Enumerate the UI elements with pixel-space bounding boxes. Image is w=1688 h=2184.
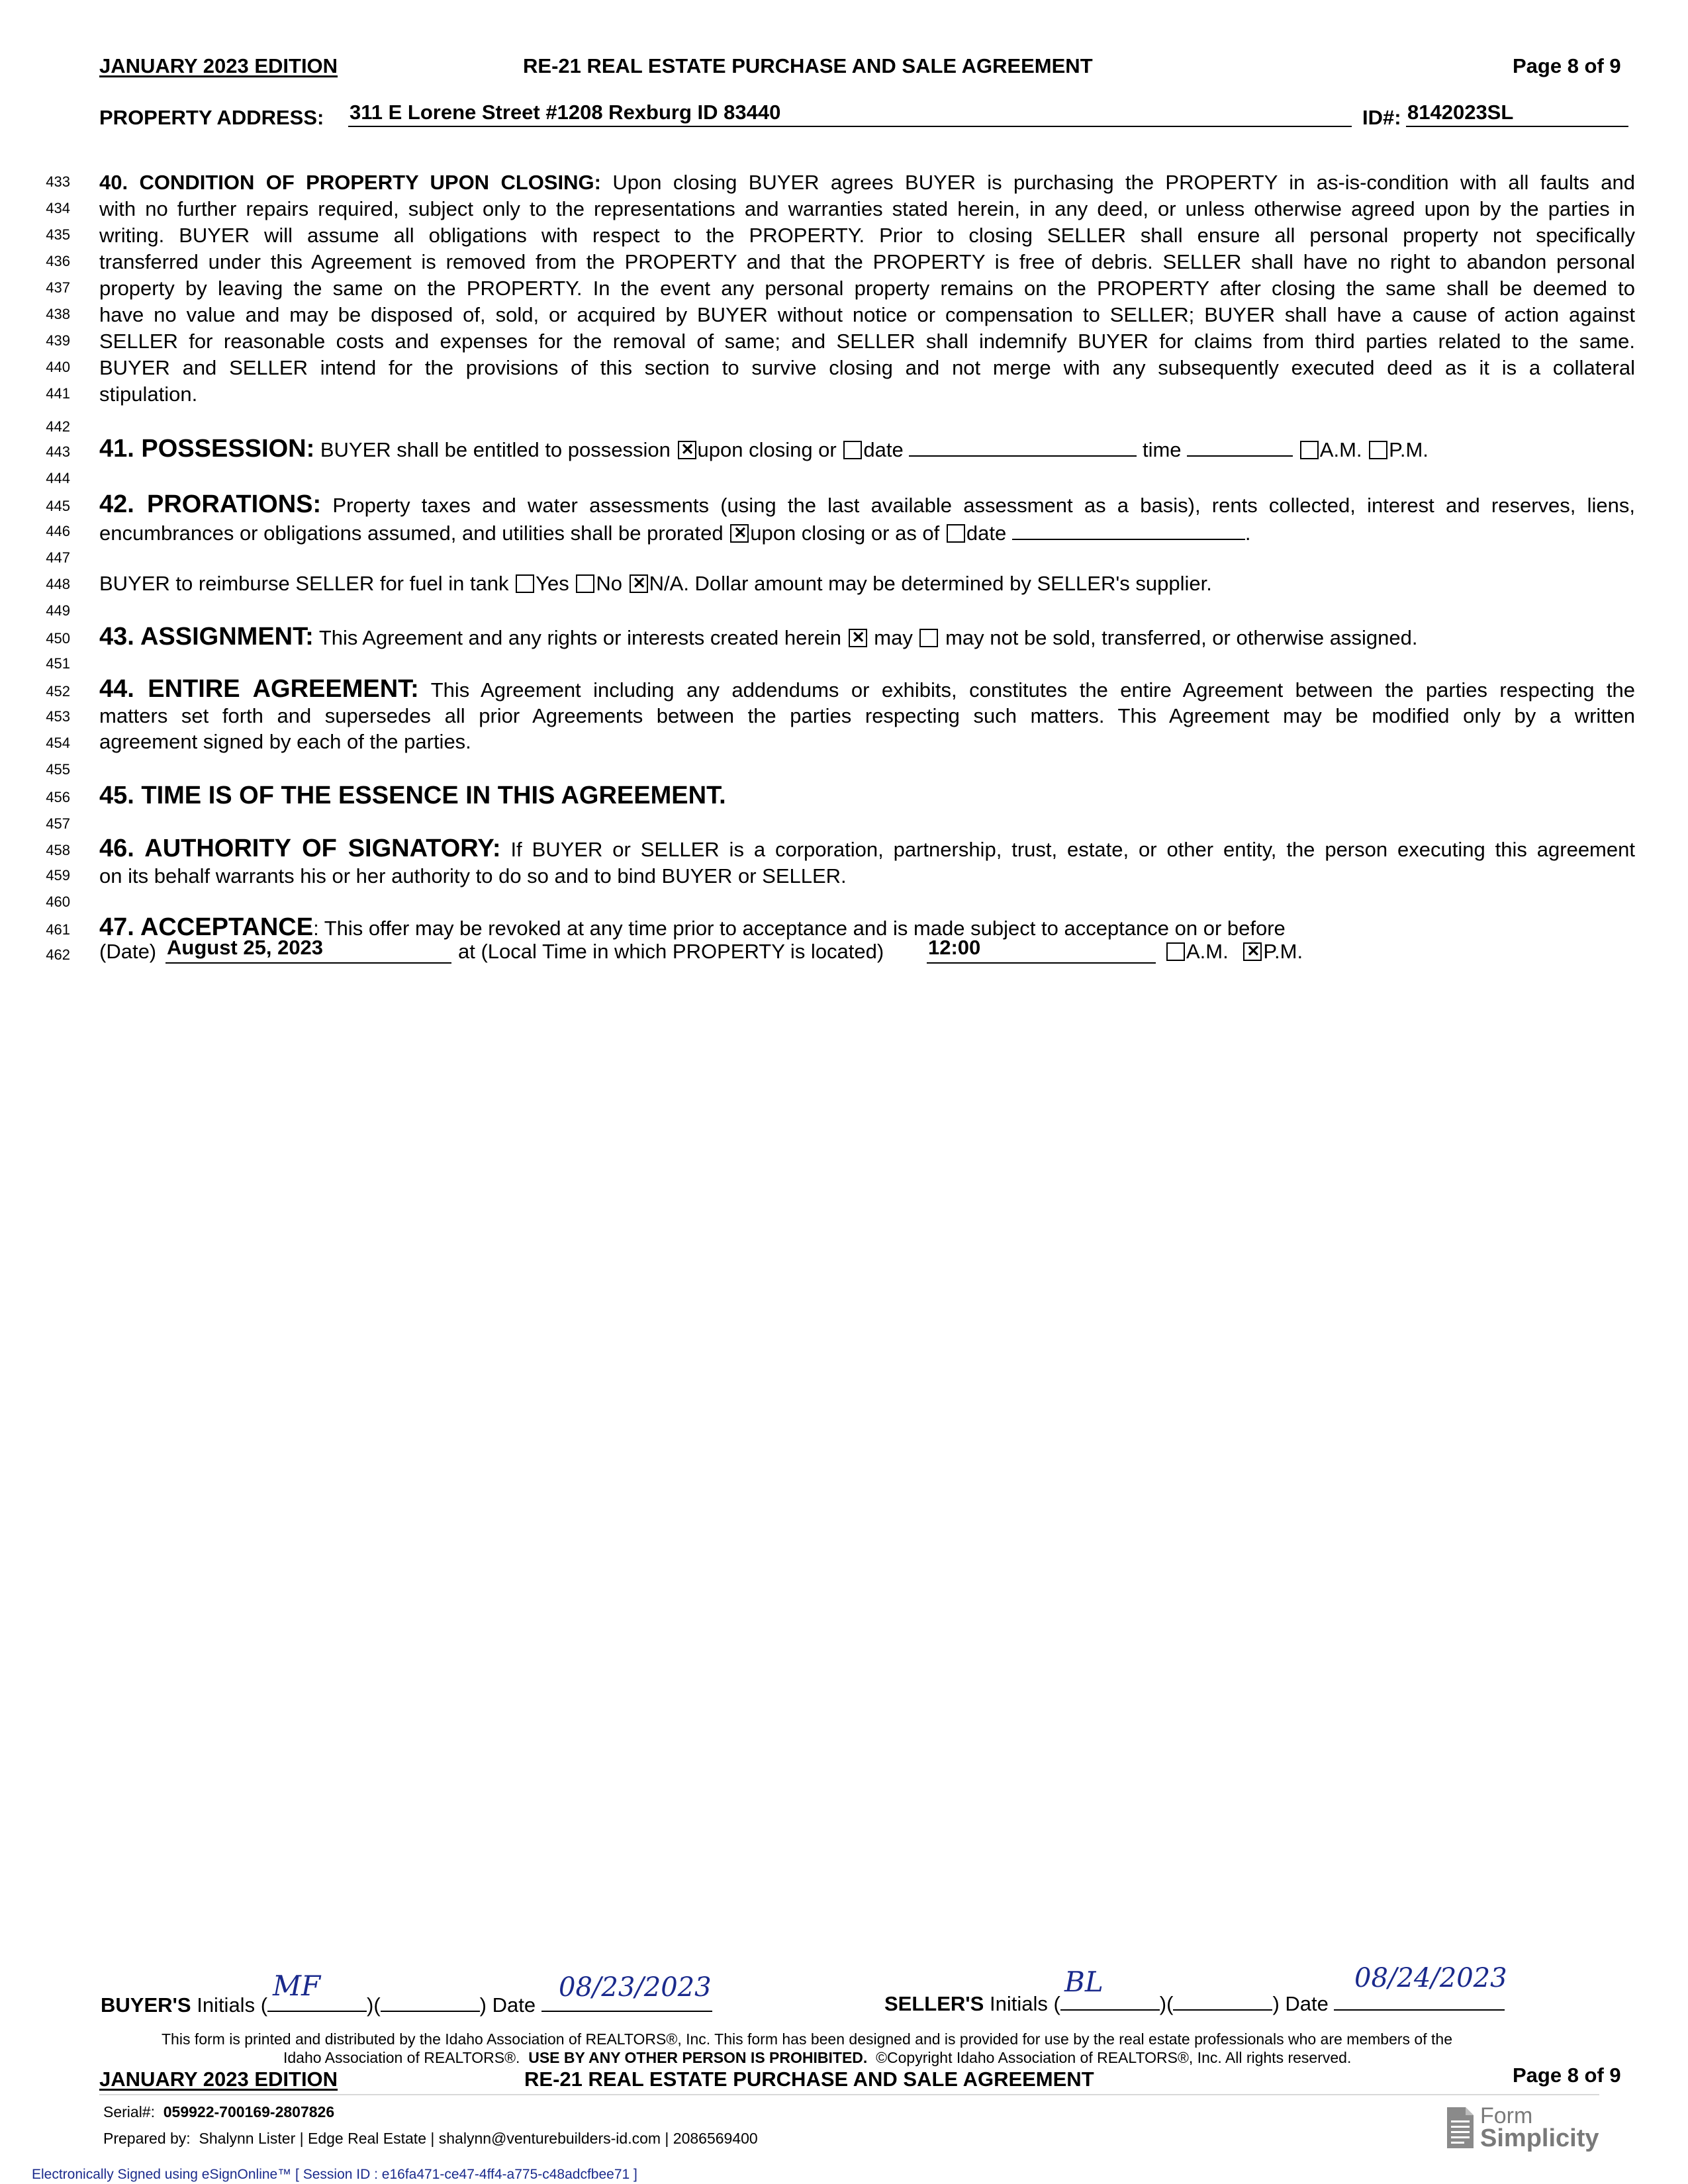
acceptance-date-label: (Date) [99, 940, 157, 963]
fuel-text: BUYER to reimburse SELLER for fuel in tank [99, 572, 509, 595]
section-40-line: have no value and may be disposed of, sold, or acquired by BUYER without notice or compensation to SELLER; BUYER shall have a cause of action against [99, 303, 1635, 326]
buyer-initials-label: Initials [197, 1993, 256, 2017]
line-number: 437 [46, 279, 70, 296]
footer-prepared-by [103, 2130, 758, 2148]
section-40-line: stipulation. [99, 383, 198, 406]
line-number: 441 [46, 385, 70, 402]
line-number: 435 [46, 226, 70, 243]
line-number: 440 [46, 359, 70, 375]
possession-pm-checkbox[interactable] [1369, 441, 1387, 459]
buyer-initials-row: BUYER'S Initials ( )( ) Date [101, 1991, 712, 2017]
section-47 [99, 915, 1635, 941]
line-number: 445 [46, 498, 70, 514]
line-number: 448 [46, 576, 70, 592]
section-44 [99, 676, 1635, 754]
section-45 [99, 782, 1635, 810]
line-number: 460 [46, 893, 70, 910]
acceptance-am-checkbox[interactable] [1166, 942, 1185, 961]
page-number: Page 8 of 9 [1513, 54, 1621, 77]
fuel-reimbursement [99, 570, 1635, 597]
acceptance-time-underline [927, 962, 1156, 964]
possession-date-checkbox[interactable] [843, 441, 862, 459]
section-40-title: 40. CONDITION OF PROPERTY UPON CLOSING: [99, 171, 601, 194]
possession-date-label: date [863, 438, 904, 461]
footer-edition: JANUARY 2023 EDITION [99, 2068, 338, 2091]
possession-time-field[interactable] [1187, 435, 1293, 457]
prorations-upon-closing-checkbox[interactable] [730, 524, 749, 543]
line-number: 449 [46, 602, 70, 619]
authority-line: If BUYER or SELLER is a corporation, partnership, trust, estate, or other entity, the person executing this agreement [510, 838, 1635, 861]
entire-agreement-line: This Agreement including any addendums or exhibits, constitutes the entire Agreement between the parties respecting the [430, 678, 1635, 702]
section-40-line: SELLER for reasonable costs and expenses for the removal of same; and SELLER shall indemnify BUYER for claims from third parties related to the same. [99, 330, 1635, 353]
line-number: 447 [46, 549, 70, 566]
seller-date-handwritten: 08/24/2023 [1354, 1963, 1507, 1993]
line-number: 455 [46, 761, 70, 778]
section-40-line: property by leaving the same on the PROPERTY. In the event any personal property remains on the PROPERTY after closing the same shall be deemed to [99, 277, 1635, 300]
footer-notice-copyright: ©Copyright Idaho Association of REALTORS®, Inc. All rights reserved. [876, 2049, 1352, 2066]
edition-label: JANUARY 2023 EDITION [99, 54, 338, 77]
fuel-yes-checkbox[interactable] [516, 574, 534, 593]
section-40-line: writing. BUYER will assume all obligations with respect to the PROPERTY. Prior to closing SELLER shall ensure all personal property not specifically [99, 224, 1635, 247]
fuel-yes-label: Yes [536, 572, 569, 595]
acceptance-date-underline [165, 962, 451, 964]
footer-notice-line2 [283, 2049, 1351, 2067]
line-number: 433 [46, 173, 70, 190]
acceptance-time-label: at (Local Time in which PROPERTY is located) [458, 940, 884, 963]
prorations-date-checkbox[interactable] [947, 524, 965, 543]
line-number: 454 [46, 735, 70, 751]
line-number: 450 [46, 630, 70, 647]
form-simplicity-logo [1446, 2105, 1618, 2151]
footer-notice-line1: This form is printed and distributed by the Idaho Association of REALTORS®, Inc. This form has been designed and is provided for use by the real estate professionals who are members of the [162, 2030, 1452, 2048]
buyer-date-label: Date [492, 1993, 536, 2017]
line-number: 456 [46, 789, 70, 805]
assignment-text: This Agreement and any rights or interests created herein [318, 626, 842, 649]
line-number: 443 [46, 443, 70, 460]
property-address-value[interactable]: 311 E Lorene Street #1208 Rexburg ID 83440 [350, 101, 781, 124]
line-number: 438 [46, 306, 70, 322]
acceptance-pm-checkbox[interactable] [1243, 942, 1262, 961]
logo-word-simplicity: Simplicity [1480, 2124, 1599, 2152]
section-40 [99, 169, 1635, 408]
line-number: 462 [46, 946, 70, 963]
footer-notice-prohibited: USE BY ANY OTHER PERSON IS PROHIBITED. [528, 2049, 868, 2066]
fuel-na-label: N/A. Dollar amount may be determined by SELLER's supplier. [649, 572, 1212, 595]
prorations-date-field[interactable] [1012, 519, 1245, 540]
assignment-may-not-label: may not be sold, transferred, or otherwise assigned. [945, 626, 1418, 649]
acceptance-ampm [1165, 940, 1303, 964]
assignment-may-label: may [874, 626, 913, 649]
form-title: RE-21 REAL ESTATE PURCHASE AND SALE AGREEMENT [523, 54, 1093, 77]
seller-initials-field-2[interactable] [1173, 1989, 1272, 2011]
entire-agreement-line: matters set forth and supersedes all prior Agreements between the parties respecting such matters. This Agreement may be modified only by a written [99, 704, 1635, 727]
section-44-title: 44. ENTIRE AGREEMENT: [99, 675, 419, 703]
line-number: 434 [46, 200, 70, 216]
acceptance-time-value[interactable]: 12:00 [928, 936, 981, 959]
logo-word-form: Form [1480, 2103, 1533, 2128]
id-underline [1406, 126, 1628, 127]
serial-label: Serial#: [103, 2103, 155, 2120]
line-number: 444 [46, 470, 70, 486]
document-icon [1446, 2106, 1475, 2150]
buyer-date-handwritten: 08/23/2023 [559, 1972, 712, 2003]
line-number: 457 [46, 815, 70, 832]
section-41 [99, 435, 1635, 463]
line-number: 451 [46, 655, 70, 672]
property-address-label: PROPERTY ADDRESS: [99, 106, 324, 129]
acceptance-pm-label: P.M. [1263, 940, 1303, 963]
line-number: 446 [46, 523, 70, 539]
prorations-upon-closing-label: upon closing or as of [750, 522, 940, 545]
possession-text: BUYER shall be entitled to possession [320, 438, 671, 461]
prorations-date-label: date [966, 522, 1007, 545]
seller-date-label: Date [1285, 1992, 1329, 2015]
possession-time-label: time [1142, 438, 1182, 461]
footer-form-title: RE-21 REAL ESTATE PURCHASE AND SALE AGREEMENT [524, 2068, 1094, 2091]
acceptance-line1: : This offer may be revoked at any time prior to acceptance and is made subject to acceptance on or before [313, 917, 1286, 940]
period: . [1244, 522, 1251, 545]
section-45-title: 45. TIME IS OF THE ESSENCE IN THIS AGREEMENT. [99, 782, 726, 809]
line-number: 459 [46, 867, 70, 884]
line-number: 436 [46, 253, 70, 269]
prorations-line2: encumbrances or obligations assumed, and utilities shall be prorated [99, 522, 724, 545]
buyer-initials-handwritten: MF [273, 1970, 321, 2002]
section-42-title: 42. PRORATIONS: [99, 490, 322, 518]
property-address-underline [348, 126, 1352, 127]
line-number: 452 [46, 683, 70, 700]
fuel-no-checkbox[interactable] [576, 574, 594, 593]
prepared-value: Shalynn Lister | Edge Real Estate | shalynn@venturebuilders-id.com | 2086569400 [199, 2130, 758, 2147]
section-43 [99, 623, 1635, 651]
seller-initials-handwritten: BL [1064, 1966, 1103, 1998]
section-40-line: BUYER and SELLER intend for the provisions of this section to survive closing and not merge with any subsequently executed deed as it is a collateral [99, 356, 1635, 379]
possession-upon-closing-label: upon closing or [697, 438, 837, 461]
footer-divider [99, 2094, 1599, 2095]
id-label: ID#: [1362, 106, 1401, 129]
possession-pm-label: P.M. [1389, 438, 1429, 461]
section-46-title: 46. AUTHORITY OF SIGNATORY: [99, 835, 501, 862]
section-42 [99, 491, 1635, 547]
id-value[interactable]: 8142023SL [1407, 101, 1514, 124]
section-47-title: 47. ACCEPTANCE [99, 913, 314, 941]
line-number: 439 [46, 332, 70, 349]
line-number: 461 [46, 921, 70, 938]
line-number: 442 [46, 418, 70, 435]
possession-am-label: A.M. [1319, 438, 1362, 461]
section-40-line: Upon closing BUYER agrees BUYER is purchasing the PROPERTY in as-is-condition with all faults and [612, 171, 1635, 194]
footer-page-number: Page 8 of 9 [1513, 2064, 1621, 2087]
footer-notice-association: Idaho Association of REALTORS®. [283, 2049, 520, 2066]
seller-label: SELLER'S [884, 1992, 984, 2015]
line-number: 453 [46, 708, 70, 725]
prorations-line1: Property taxes and water assessments (using the last available assessment as a basis), rents collected, interest and reserves, liens, [332, 494, 1635, 517]
authority-line: on its behalf warrants his or her authority to do so and to bind BUYER or SELLER. [99, 864, 847, 887]
section-43-title: 43. ASSIGNMENT: [99, 623, 314, 651]
assignment-may-not-checkbox[interactable] [919, 629, 938, 647]
footer-serial [103, 2103, 334, 2121]
assignment-may-checkbox[interactable] [849, 629, 867, 647]
fuel-na-checkbox[interactable] [630, 574, 648, 593]
section-41-title: 41. POSSESSION: [99, 435, 315, 463]
seller-initials-label: Initials [989, 1992, 1048, 2015]
possession-am-checkbox[interactable] [1300, 441, 1319, 459]
line-number: 458 [46, 842, 70, 858]
possession-upon-closing-checkbox[interactable] [678, 441, 696, 459]
entire-agreement-line: agreement signed by each of the parties. [99, 730, 471, 753]
seller-initials-row: SELLER'S Initials ( )( ) Date [884, 1989, 1505, 2016]
buyer-label: BUYER'S [101, 1993, 191, 2017]
prepared-label: Prepared by: [103, 2130, 191, 2147]
section-46 [99, 835, 1635, 889]
section-40-line: transferred under this Agreement is removed from the PROPERTY and that the PROPERTY is free of debris. SELLER shall have no right to abandon personal [99, 250, 1635, 273]
section-40-line: with no further repairs required, subject only to the representations and warranties stated herein, in any deed, or unless otherwise agreed upon by the parties in [99, 197, 1635, 220]
acceptance-date-value[interactable]: August 25, 2023 [167, 936, 324, 959]
buyer-initials-field-2[interactable] [381, 1991, 480, 2012]
possession-date-field[interactable] [909, 435, 1137, 457]
fuel-no-label: No [596, 572, 623, 595]
esign-footer: Electronically Signed using eSignOnline™ [ Session ID : e16fa471-ce47-4ff4-a775-c48adcfbee71 ] [32, 2167, 637, 2182]
serial-value: 059922-700169-2807826 [163, 2103, 335, 2120]
acceptance-am-label: A.M. [1186, 940, 1229, 963]
